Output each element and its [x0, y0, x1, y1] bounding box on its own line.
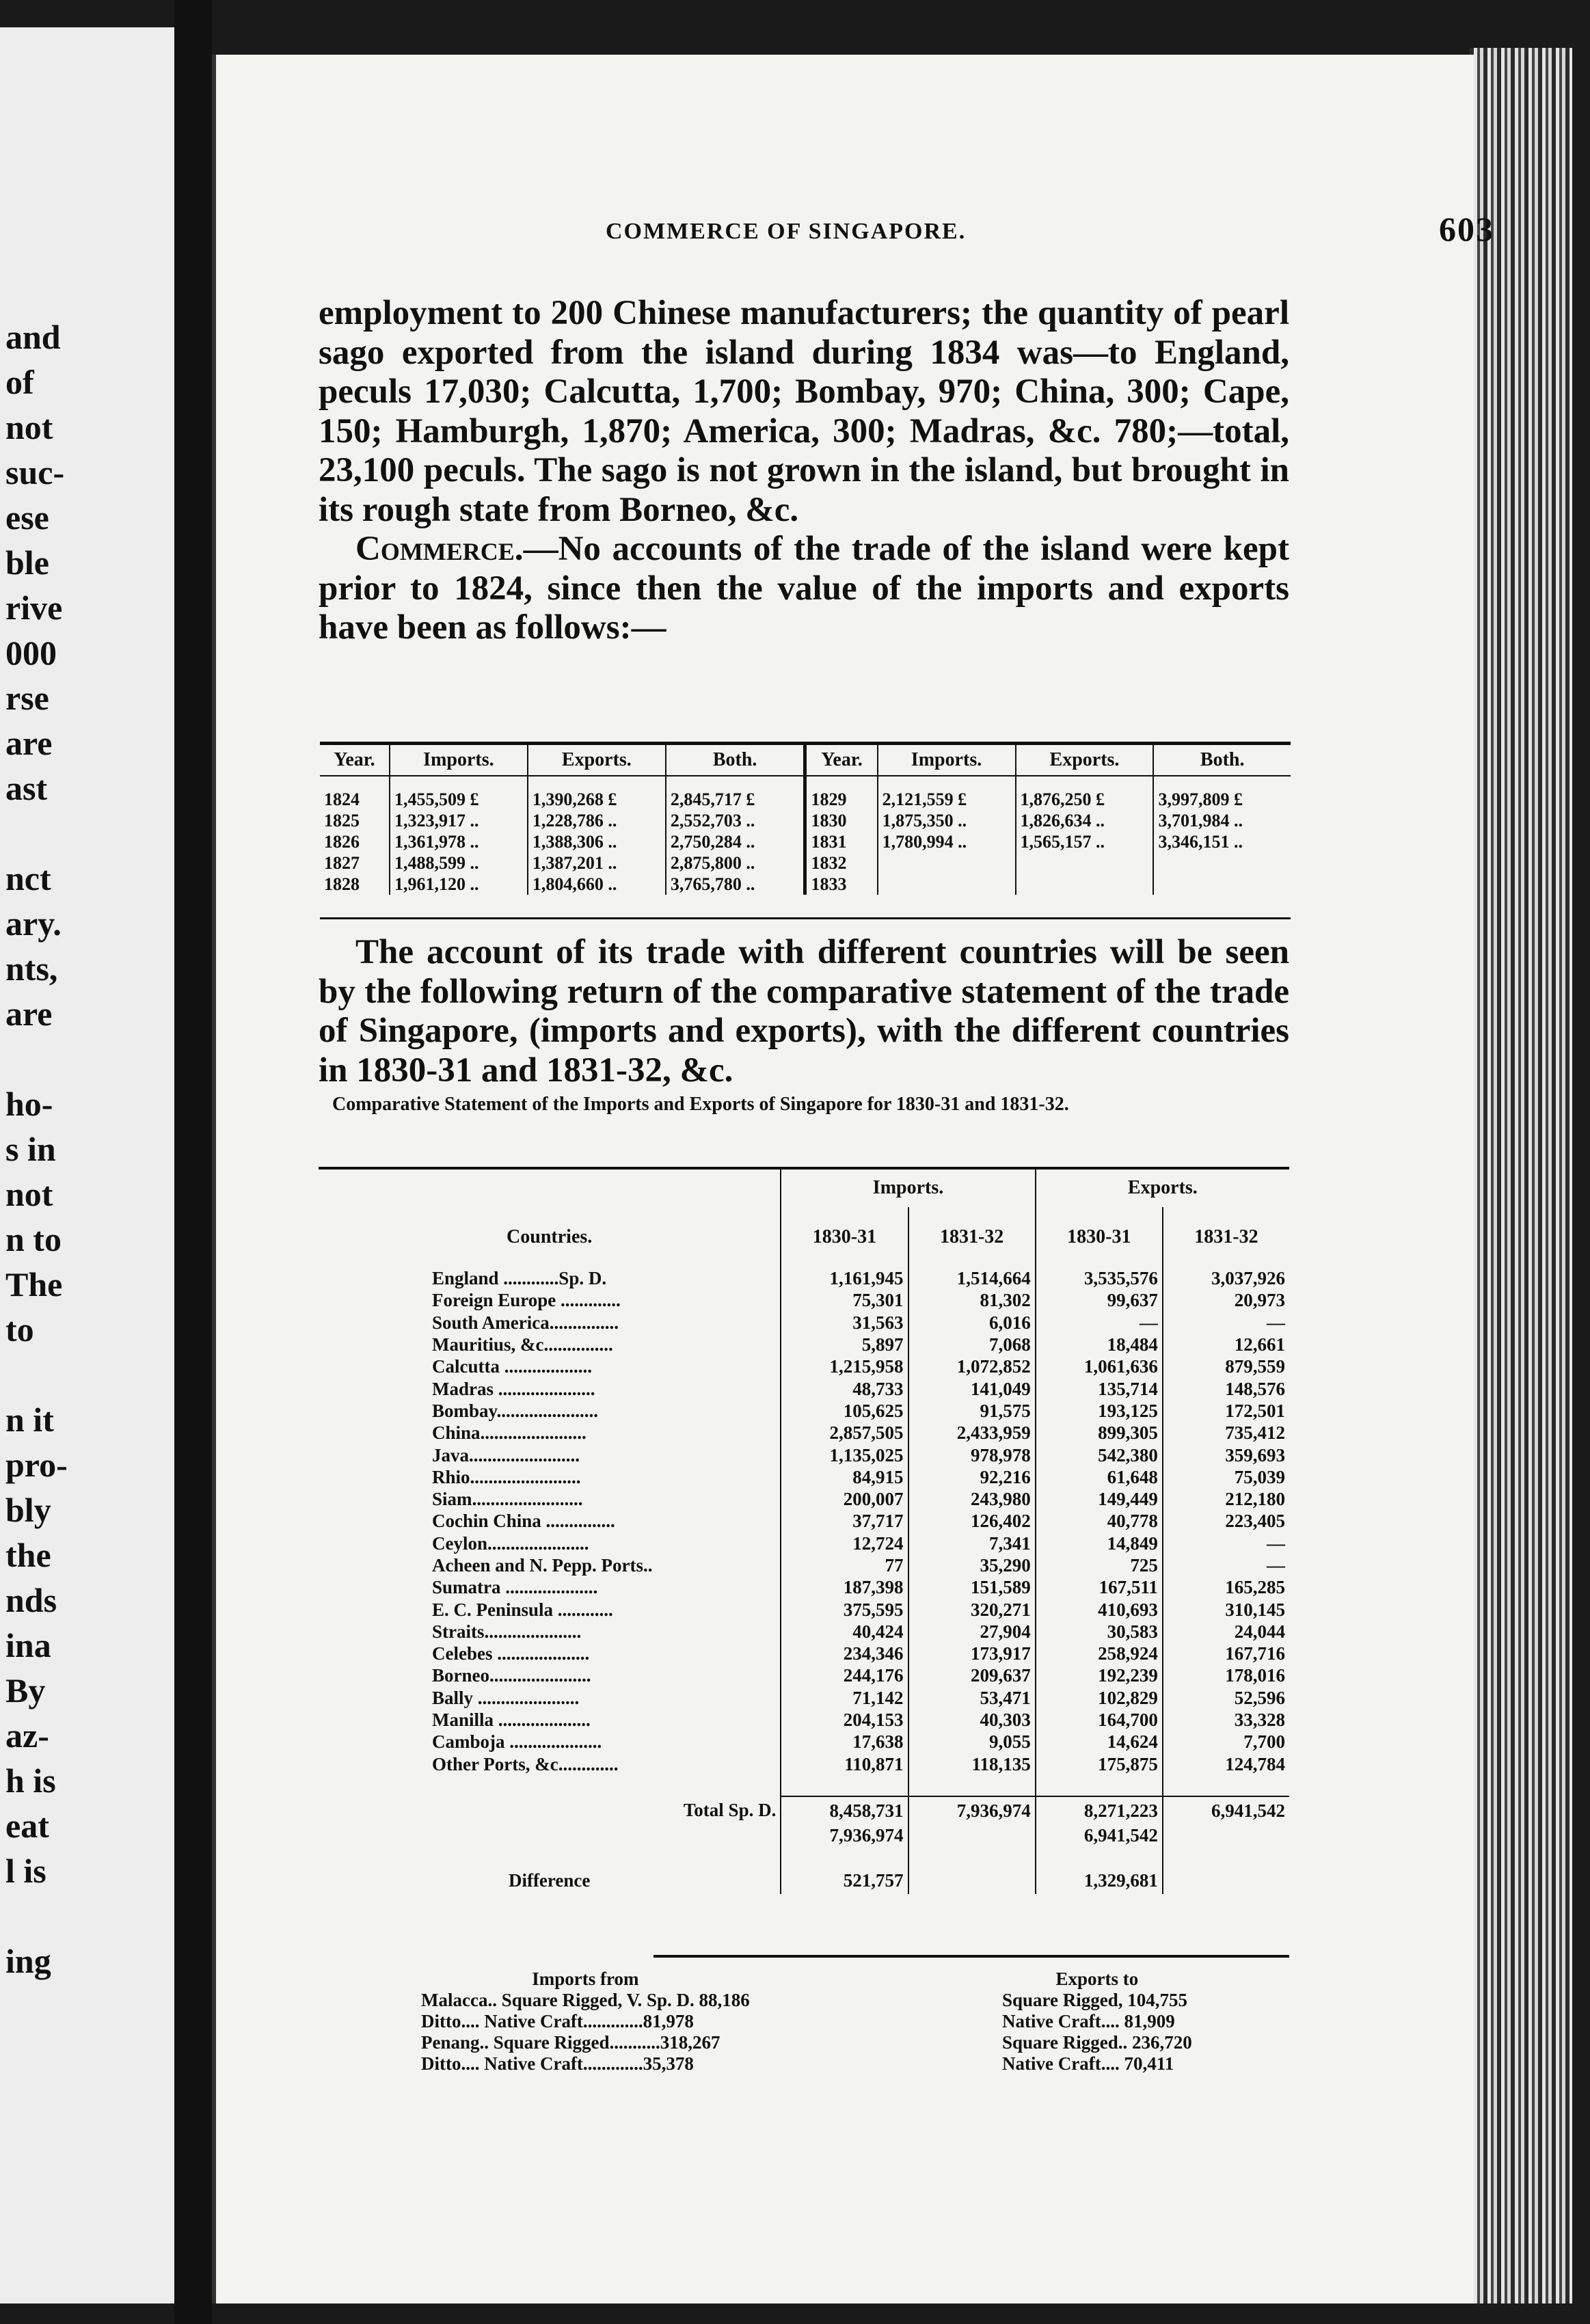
value-cell: 141,049 [908, 1377, 1036, 1399]
value-cell: 187,398 [781, 1576, 908, 1598]
country-row [319, 1664, 1289, 1686]
value-cell: 178,016 [1163, 1664, 1289, 1686]
yearly-column-header: Year. [320, 745, 390, 776]
summary-line: Malacca.. Square Rigged, V. Sp. D. 88,186 [421, 1990, 750, 2010]
yearly-table-row [320, 810, 1291, 831]
value-cell: 1,514,664 [908, 1267, 1036, 1289]
value-cell: — [1036, 1312, 1163, 1334]
value-cell: 879,559 [1163, 1355, 1289, 1377]
left-page-fragment-line: of [5, 363, 34, 401]
running-header [606, 210, 1494, 248]
summary-line: Ditto.... Native Craft.............81,978 [421, 2011, 694, 2031]
left-page-fragment-line: eat [5, 1807, 49, 1845]
country-row [319, 1510, 1289, 1532]
country-name: E. C. Peninsula ............ [432, 1599, 613, 1620]
value-cell: 2,433,959 [908, 1422, 1036, 1444]
left-page-fragment-line: pro- [5, 1446, 68, 1484]
left-page-fragment-line: ary. [5, 904, 62, 943]
value-cell: 310,145 [1163, 1598, 1289, 1620]
yearly-table-cell: 1830 [805, 810, 878, 831]
value-cell: 359,693 [1163, 1444, 1289, 1465]
left-page-fragment-line: not [5, 1175, 53, 1213]
value-cell: 200,007 [781, 1488, 908, 1510]
yearly-table-header [320, 745, 1291, 776]
spacer-cell [781, 1775, 908, 1796]
exports-to-header: Exports to [1055, 1969, 1139, 1989]
value-cell: 75,301 [781, 1289, 908, 1311]
country-row [319, 1753, 1289, 1775]
value-cell: 209,637 [908, 1664, 1036, 1686]
difference-label: Difference [508, 1870, 591, 1891]
value-cell: 12,661 [1163, 1334, 1289, 1355]
value-cell: 2,857,505 [781, 1422, 908, 1444]
yearly-table-cell: 1,804,660 .. [528, 874, 666, 895]
spacer-cell [319, 1775, 781, 1796]
country-row [319, 1709, 1289, 1731]
summary-line: Square Rigged, 104,755 [1002, 1990, 1188, 2010]
value-cell: 99,637 [1036, 1289, 1163, 1311]
yearly-table-cell: 2,875,800 .. [666, 852, 805, 874]
yearly-table-cell: 1,488,599 .. [390, 852, 528, 874]
summary-line: Native Craft.... 81,909 [1002, 2011, 1175, 2031]
country-name: Madras ..................... [432, 1378, 595, 1399]
yearly-column-header: Imports. [878, 745, 1016, 776]
left-page-fragment-line: ese [5, 498, 49, 537]
yearly-table-cell: 3,997,809 £ [1153, 776, 1291, 810]
page-edges [1470, 48, 1572, 2303]
yearly-table-cell: 1828 [324, 874, 360, 894]
value-cell: 20,973 [1163, 1289, 1289, 1311]
left-page-fragment-line: ing [5, 1942, 51, 1980]
total-second-value: 7,936,974 [781, 1824, 908, 1846]
value-cell: 30,583 [1036, 1621, 1163, 1643]
value-cell: 204,153 [781, 1709, 908, 1731]
value-cell: 149,449 [1036, 1488, 1163, 1510]
value-cell: 243,980 [908, 1488, 1036, 1510]
spacer-cell [1036, 1775, 1163, 1796]
summary-line: Penang.. Square Rigged...........318,267 [421, 2032, 720, 2053]
value-cell: 124,784 [1163, 1753, 1289, 1775]
value-cell: 725 [1036, 1554, 1163, 1576]
yearly-table-cell: 1,388,306 .. [528, 831, 666, 852]
yearly-table-cell: 1825 [324, 810, 360, 830]
yearly-table-cell: 1833 [805, 874, 878, 895]
left-page-fragment-line: are [5, 724, 53, 762]
value-cell: 71,142 [781, 1687, 908, 1709]
exports-group-header: Exports. [1036, 1169, 1289, 1207]
value-cell: 175,875 [1036, 1753, 1163, 1775]
country-row [319, 1687, 1289, 1709]
value-cell: 172,501 [1163, 1400, 1289, 1422]
value-cell: 27,904 [908, 1621, 1036, 1643]
value-cell: 92,216 [908, 1466, 1036, 1488]
country-row [319, 1444, 1289, 1465]
value-cell: — [1163, 1532, 1289, 1554]
yearly-table-row [320, 831, 1291, 852]
value-cell: 5,897 [781, 1334, 908, 1355]
value-cell: 53,471 [908, 1687, 1036, 1709]
yearly-table-cell: 1829 [805, 776, 878, 810]
year-header: 1830-31 [781, 1207, 908, 1267]
commerce-text: —No accounts of the trade of the island were kept prior to 1824, since then the value of the imports and exports have been as follows:— [319, 530, 1289, 647]
value-cell: 193,125 [1036, 1400, 1163, 1422]
spacer-cell [781, 1846, 908, 1867]
value-cell: 1,072,852 [908, 1355, 1036, 1377]
table-spacer [319, 1775, 1289, 1796]
prose-block-1 [319, 294, 1289, 648]
value-cell: 1,161,945 [781, 1267, 908, 1289]
total-value: 8,458,731 [781, 1796, 908, 1824]
value-cell: 258,924 [1036, 1643, 1163, 1664]
country-name: England ............Sp. D. [432, 1268, 607, 1289]
country-name: Other Ports, &c............. [432, 1753, 619, 1774]
value-cell: 7,068 [908, 1334, 1036, 1355]
left-page-fragment-line: rse [5, 679, 49, 717]
country-row [319, 1488, 1289, 1510]
table-spacer [319, 1846, 1289, 1867]
summary-line: Square Rigged.. 236,720 [1002, 2032, 1192, 2053]
total-row [319, 1796, 1289, 1824]
country-row [319, 1355, 1289, 1377]
value-cell: 35,290 [908, 1554, 1036, 1576]
left-page-fragment-line: suc- [5, 453, 65, 491]
yearly-table-cell [878, 874, 1016, 895]
total-value: 7,936,974 [908, 1796, 1036, 1824]
comparative-bottom-rule [653, 1955, 1289, 1958]
country-name: Java........................ [432, 1444, 580, 1465]
country-row [319, 1422, 1289, 1444]
country-row [319, 1643, 1289, 1664]
value-cell: 542,380 [1036, 1444, 1163, 1465]
country-name: Siam........................ [432, 1489, 583, 1510]
yearly-table-cell [878, 852, 1016, 874]
left-page-fragment-line: By [5, 1671, 46, 1710]
yearly-table-cell: 1831 [805, 831, 878, 852]
commerce-lead: Commerce. [355, 530, 524, 568]
table-caption: Comparative Statement of the Imports and Exports of Singapore for 1830-31 and 1831-32. [332, 1094, 1069, 1115]
value-cell: 3,535,576 [1036, 1267, 1163, 1289]
value-cell: 3,037,926 [1163, 1267, 1289, 1289]
value-cell: 978,978 [908, 1444, 1036, 1465]
left-page-fragment-line: az- [5, 1716, 49, 1755]
total-second-value [908, 1824, 1036, 1846]
left-page-fragment-line: bly [5, 1491, 51, 1529]
yearly-table-cell: 1827 [324, 852, 360, 873]
yearly-column-header: Year. [805, 745, 878, 776]
value-cell: 48,733 [781, 1377, 908, 1399]
year-header: 1831-32 [1163, 1207, 1289, 1267]
value-cell: 1,061,636 [1036, 1355, 1163, 1377]
imports-from-header: Imports from [532, 1969, 639, 1989]
country-name: Rhio........................ [432, 1466, 581, 1487]
value-cell: 40,303 [908, 1709, 1036, 1731]
countries-header: Countries. [507, 1226, 593, 1247]
yearly-table-cell: 3,701,984 .. [1153, 810, 1291, 831]
book-gutter [174, 0, 212, 2324]
yearly-column-header: Exports. [1016, 745, 1154, 776]
country-name: Ceylon...................... [432, 1532, 589, 1554]
left-page-fragment-line: ho- [5, 1085, 53, 1123]
difference-value: 1,329,681 [1036, 1867, 1163, 1894]
value-cell: 40,778 [1036, 1510, 1163, 1532]
yearly-trade-table [320, 745, 1291, 895]
country-name: Camboja .................... [432, 1731, 602, 1753]
left-page-fragment-line: n to [5, 1220, 62, 1258]
yearly-table-cell [1016, 874, 1154, 895]
summary-line: Native Craft.... 70,411 [1002, 2053, 1174, 2074]
yearly-table-cell: 1,961,120 .. [390, 874, 528, 895]
yearly-table-cell: 1,390,268 £ [528, 776, 666, 810]
comparative-table [319, 1169, 1289, 1894]
value-cell: 410,693 [1036, 1598, 1163, 1620]
value-cell: 173,917 [908, 1643, 1036, 1664]
value-cell: 84,915 [781, 1466, 908, 1488]
value-cell: 1,135,025 [781, 1444, 908, 1465]
value-cell: 91,575 [908, 1400, 1036, 1422]
value-cell: 151,589 [908, 1576, 1036, 1598]
yearly-table-cell: 1832 [805, 852, 878, 874]
exports-to-block [1002, 1969, 1192, 2075]
value-cell: 1,215,958 [781, 1355, 908, 1377]
left-page-fragment-line: nts, [5, 949, 58, 988]
value-cell: 9,055 [908, 1731, 1036, 1753]
left-page-fragment-line: 000 [5, 634, 57, 672]
value-cell: 167,716 [1163, 1643, 1289, 1664]
yearly-table-cell: 2,552,703 .. [666, 810, 805, 831]
left-page-fragment-line: nds [5, 1581, 57, 1619]
country-name: Foreign Europe ............. [432, 1290, 621, 1311]
yearly-table-cell: 1,875,350 .. [878, 810, 1016, 831]
value-cell: 102,829 [1036, 1687, 1163, 1709]
country-row [319, 1267, 1289, 1289]
spacer-cell [319, 1846, 781, 1867]
yearly-table-cell: 1,826,634 .. [1016, 810, 1154, 831]
country-row [319, 1312, 1289, 1334]
paragraph-commerce [319, 530, 1289, 648]
yearly-table-cell: 1,228,786 .. [528, 810, 666, 831]
value-cell: 148,576 [1163, 1377, 1289, 1399]
country-row [319, 1532, 1289, 1554]
yearly-table-bottom-rule [320, 917, 1291, 919]
value-cell: 212,180 [1163, 1488, 1289, 1510]
yearly-table-cell: 1,565,157 .. [1016, 831, 1154, 852]
difference-row [319, 1867, 1289, 1894]
spacer-cell [908, 1846, 1036, 1867]
value-cell: 14,624 [1036, 1731, 1163, 1753]
value-cell: 17,638 [781, 1731, 908, 1753]
yearly-table-cell [1153, 852, 1291, 874]
value-cell: 37,717 [781, 1510, 908, 1532]
yearly-table-cell: 2,845,717 £ [666, 776, 805, 810]
yearly-column-header: Exports. [528, 745, 666, 776]
left-page-fragment-line: to [5, 1310, 34, 1349]
value-cell: 18,484 [1036, 1334, 1163, 1355]
left-page-fragment-line: are [5, 995, 53, 1033]
left-page-fragment [0, 27, 174, 2303]
yearly-table-cell [1153, 874, 1291, 895]
left-page-fragment-line: n it [5, 1401, 54, 1439]
country-row [319, 1576, 1289, 1598]
country-name: Bally ...................... [432, 1687, 580, 1708]
country-row [319, 1621, 1289, 1643]
value-cell: 223,405 [1163, 1510, 1289, 1532]
country-row [319, 1466, 1289, 1488]
paragraph-countries: The account of its trade with different countries will be seen by the following return of the comparative statement of the trade of Singapore, (imports and exports), with the different countries in 1830-31 and 1831-32, &c. [319, 933, 1289, 1090]
spacer-cell [908, 1775, 1036, 1796]
country-row [319, 1731, 1289, 1753]
value-cell: 244,176 [781, 1664, 908, 1686]
left-page-fragment-line: s in [5, 1130, 56, 1168]
value-cell: 75,039 [1163, 1466, 1289, 1488]
left-page-fragment-line: h is [5, 1761, 56, 1800]
country-name: Calcutta ................... [432, 1356, 592, 1377]
spacer-cell [1163, 1775, 1289, 1796]
country-name: Borneo...................... [432, 1665, 591, 1686]
value-cell: 52,596 [1163, 1687, 1289, 1709]
left-page-fragment-line: The [5, 1265, 63, 1303]
yearly-table-cell: 3,765,780 .. [666, 874, 805, 895]
value-cell: 899,305 [1036, 1422, 1163, 1444]
country-name: Sumatra .................... [432, 1577, 598, 1598]
country-name: South America............... [432, 1312, 619, 1333]
value-cell: — [1163, 1312, 1289, 1334]
value-cell: 126,402 [908, 1510, 1036, 1532]
left-page-fragment-line: nct [5, 859, 51, 897]
value-cell: 105,625 [781, 1400, 908, 1422]
paragraph-sago: employment to 200 Chinese manufacturers; the quantity of pearl sago exported from the island during 1834 was—to England, peculs 17,030; Calcutta, 1,700; Bombay, 970; China, 300; Cape, 150; Hamburgh, 1,870; America, 300; Madras, &c. 780;—total, 23,100 peculs. The sago is not grown in the island, but brought in its rough state from Borneo, &c. [319, 294, 1289, 529]
difference-value: 521,757 [781, 1867, 908, 1894]
value-cell: 14,849 [1036, 1532, 1163, 1554]
value-cell: 234,346 [781, 1643, 908, 1664]
country-row [319, 1377, 1289, 1399]
country-row [319, 1334, 1289, 1355]
yearly-table-row [320, 874, 1291, 895]
prose-block-2 [319, 933, 1289, 1090]
imports-from-block [421, 1969, 750, 2075]
blank-cell [319, 1824, 781, 1846]
value-cell: 40,424 [781, 1621, 908, 1643]
yearly-table-cell: 1,876,250 £ [1016, 776, 1154, 810]
value-cell: 81,302 [908, 1289, 1036, 1311]
yearly-column-header: Both. [1153, 745, 1291, 776]
left-page-fragment-line: l is [5, 1852, 46, 1890]
left-page-fragment-line: ble [5, 543, 49, 582]
country-name: Manilla .................... [432, 1710, 591, 1731]
left-page-fragment-line: ast [5, 769, 48, 807]
yearly-column-header: Imports. [390, 745, 528, 776]
country-name: Acheen and N. Pepp. Ports.. [432, 1555, 653, 1576]
country-name: Straits..................... [432, 1621, 582, 1642]
value-cell: 135,714 [1036, 1377, 1163, 1399]
value-cell: 12,724 [781, 1532, 908, 1554]
yearly-table-cell: 1,361,978 .. [390, 831, 528, 852]
left-page-fragment-line: and [5, 318, 61, 356]
yearly-column-header: Both. [666, 745, 805, 776]
yearly-table-row [320, 776, 1291, 810]
value-cell: 320,271 [908, 1598, 1036, 1620]
total-label: Total Sp. D. [683, 1800, 777, 1821]
value-cell: 735,412 [1163, 1422, 1289, 1444]
total-value: 8,271,223 [1036, 1796, 1163, 1824]
total-second-value [1163, 1824, 1289, 1846]
total-value: 6,941,542 [1163, 1796, 1289, 1824]
total-second-row [319, 1824, 1289, 1846]
year-header: 1831-32 [908, 1207, 1036, 1267]
value-cell: 167,511 [1036, 1576, 1163, 1598]
value-cell: 164,700 [1036, 1709, 1163, 1731]
country-row [319, 1289, 1289, 1311]
value-cell: 7,341 [908, 1532, 1036, 1554]
left-page-fragment-line: the [5, 1536, 51, 1574]
left-page-fragment-line: rive [5, 589, 63, 627]
running-title: COMMERCE OF SINGAPORE. [606, 219, 967, 244]
total-second-value: 6,941,542 [1036, 1824, 1163, 1846]
country-row [319, 1598, 1289, 1620]
value-cell: 192,239 [1036, 1664, 1163, 1686]
left-page-fragment-line: ina [5, 1626, 51, 1664]
spacer-cell [1163, 1846, 1289, 1867]
country-name: China....................... [432, 1422, 587, 1444]
value-cell: 31,563 [781, 1312, 908, 1334]
book-page [212, 55, 1494, 2303]
value-cell: 24,044 [1163, 1621, 1289, 1643]
left-page-fragment-line: not [5, 408, 53, 446]
yearly-table-cell: 1,387,201 .. [528, 852, 666, 874]
value-cell: — [1163, 1554, 1289, 1576]
yearly-table-cell: 1826 [324, 831, 360, 852]
country-name: Bombay...................... [432, 1400, 599, 1421]
page-number: 603 [1439, 210, 1494, 248]
value-cell: 6,016 [908, 1312, 1036, 1334]
country-row [319, 1400, 1289, 1422]
yearly-table-cell [1016, 852, 1154, 874]
yearly-table-cell: 3,346,151 .. [1153, 831, 1291, 852]
imports-group-header: Imports. [781, 1169, 1035, 1207]
value-cell: 77 [781, 1554, 908, 1576]
blank-cell [908, 1867, 1036, 1894]
country-name: Celebes .................... [432, 1643, 590, 1664]
summary-line: Ditto.... Native Craft.............35,378 [421, 2053, 694, 2074]
yearly-table-cell: 2,750,284 .. [666, 831, 805, 852]
yearly-table-cell: 2,121,559 £ [878, 776, 1016, 810]
value-cell: 375,595 [781, 1598, 908, 1620]
country-row [319, 1554, 1289, 1576]
value-cell: 33,328 [1163, 1709, 1289, 1731]
yearly-table-cell: 1824 [324, 789, 360, 809]
yearly-table-cell: 1,455,509 £ [390, 776, 528, 810]
value-cell: 110,871 [781, 1753, 908, 1775]
blank-cell [1163, 1867, 1289, 1894]
country-name: Mauritius, &c............... [432, 1334, 613, 1355]
yearly-table-cell: 1,323,917 .. [390, 810, 528, 831]
value-cell: 61,648 [1036, 1466, 1163, 1488]
country-name: Cochin China ............... [432, 1511, 615, 1532]
value-cell: 165,285 [1163, 1576, 1289, 1598]
yearly-table-row [320, 852, 1291, 874]
value-cell: 7,700 [1163, 1731, 1289, 1753]
spacer-cell [1036, 1846, 1163, 1867]
yearly-table-cell: 1,780,994 .. [878, 831, 1016, 852]
value-cell: 118,135 [908, 1753, 1036, 1775]
year-header: 1830-31 [1036, 1207, 1163, 1267]
